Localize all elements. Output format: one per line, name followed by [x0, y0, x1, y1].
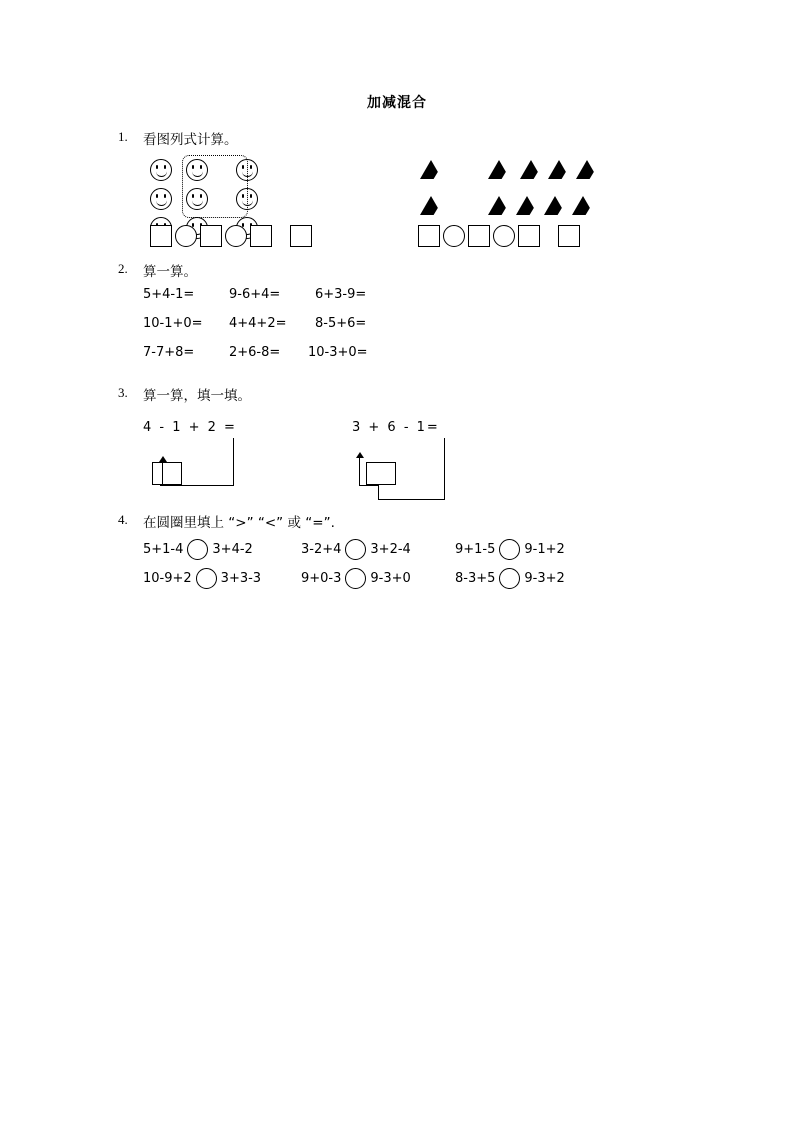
calc-item: 9-6+4=	[229, 287, 281, 302]
question-3-number: 3.	[118, 385, 128, 400]
comparison-left-expression: 3-2+4	[301, 542, 342, 557]
comparison-item	[455, 539, 565, 560]
page-title: 加减混合	[367, 95, 427, 111]
question-2-text: 算一算。	[143, 264, 197, 280]
triangle-icon	[420, 196, 442, 215]
comparison-left-expression: 9+0-3	[301, 571, 342, 586]
answer-square[interactable]	[200, 225, 222, 247]
q3-left-connector-stem	[162, 460, 163, 486]
q3-right-connector-stem2	[359, 458, 360, 486]
calc-item: 6+3-9=	[315, 287, 367, 302]
q3-right-connector-stem	[378, 485, 379, 500]
calc-item: 7-7+8=	[143, 345, 195, 360]
q3-right-connector-link	[359, 485, 379, 486]
answer-circle[interactable]	[175, 225, 197, 247]
q3-right-answer-box[interactable]	[366, 462, 396, 485]
q3-left-expression: 4 - 1 + 2 =	[143, 420, 237, 435]
q3-left-connector-vertical	[233, 438, 234, 486]
q3-right-connector-horizontal	[378, 499, 445, 500]
q3-right-expression: 3 + 6 - 1=	[352, 420, 440, 435]
triangle-icon	[520, 160, 542, 179]
answer-circle[interactable]	[443, 225, 465, 247]
comparison-circle[interactable]	[499, 539, 520, 560]
calc-item: 8-5+6=	[315, 316, 367, 331]
calc-item: 2+6-8=	[229, 345, 281, 360]
answer-row-left	[150, 225, 312, 247]
calc-item: 4+4+2=	[229, 316, 287, 331]
smiley-face-icon	[150, 188, 172, 210]
question-1-text: 看图列式计算。	[143, 132, 238, 148]
triangle-icon	[572, 196, 594, 215]
triangle-icon	[548, 160, 570, 179]
triangle-icon	[576, 160, 598, 179]
q3-left-answer-box[interactable]	[152, 462, 182, 485]
comparison-left-expression: 9+1-5	[455, 542, 496, 557]
answer-square[interactable]	[150, 225, 172, 247]
comparison-circle[interactable]	[345, 539, 366, 560]
comparison-right-expression: 9-3+0	[370, 571, 411, 586]
comparison-left-expression: 10-9+2	[143, 571, 192, 586]
comparison-right-expression: 3+4-2	[212, 542, 253, 557]
comparison-item	[143, 568, 261, 589]
comparison-right-expression: 9-1+2	[524, 542, 565, 557]
question-4-number: 4.	[118, 512, 128, 527]
comparison-left-expression: 5+1-4	[143, 542, 184, 557]
answer-circle[interactable]	[493, 225, 515, 247]
comparison-circle[interactable]	[499, 568, 520, 589]
calc-item: 10-3+0=	[308, 345, 368, 360]
answer-square[interactable]	[418, 225, 440, 247]
triangle-icon	[516, 196, 538, 215]
smiley-face-icon	[150, 159, 172, 181]
question-3-text: 算一算，填一填。	[143, 388, 251, 404]
comparison-circle[interactable]	[345, 568, 366, 589]
q3-right-arrow-icon	[356, 452, 364, 458]
dotted-selection-box	[182, 155, 248, 218]
comparison-circle[interactable]	[196, 568, 217, 589]
triangle-icon	[488, 160, 510, 179]
triangle-icon	[488, 196, 510, 215]
comparison-item	[455, 568, 565, 589]
comparison-item	[301, 568, 411, 589]
answer-square[interactable]	[558, 225, 580, 247]
triangle-icon	[420, 160, 442, 179]
q3-left-connector-horizontal	[160, 485, 234, 486]
answer-square[interactable]	[290, 225, 312, 247]
question-1-number: 1.	[118, 129, 128, 144]
comparison-right-expression: 9-3+2	[524, 571, 565, 586]
comparison-left-expression: 8-3+5	[455, 571, 496, 586]
question-4-text: 在圆圈里填上 “>” “<” 或 “=”.	[143, 515, 335, 531]
comparison-right-expression: 3+2-4	[370, 542, 411, 557]
question-3-diagrams	[0, 412, 794, 507]
answer-circle[interactable]	[225, 225, 247, 247]
calc-item: 5+4-1=	[143, 287, 195, 302]
answer-square[interactable]	[250, 225, 272, 247]
comparison-item	[301, 539, 411, 560]
q3-right-connector-vertical	[444, 438, 445, 500]
question-2-number: 2.	[118, 261, 128, 276]
answer-row-right	[418, 225, 580, 247]
triangle-icon	[544, 196, 566, 215]
comparison-right-expression: 3+3-3	[220, 571, 262, 586]
answer-square[interactable]	[468, 225, 490, 247]
calc-item: 10-1+0=	[143, 316, 203, 331]
comparison-circle[interactable]	[187, 539, 208, 560]
comparison-item	[143, 539, 253, 560]
answer-square[interactable]	[518, 225, 540, 247]
